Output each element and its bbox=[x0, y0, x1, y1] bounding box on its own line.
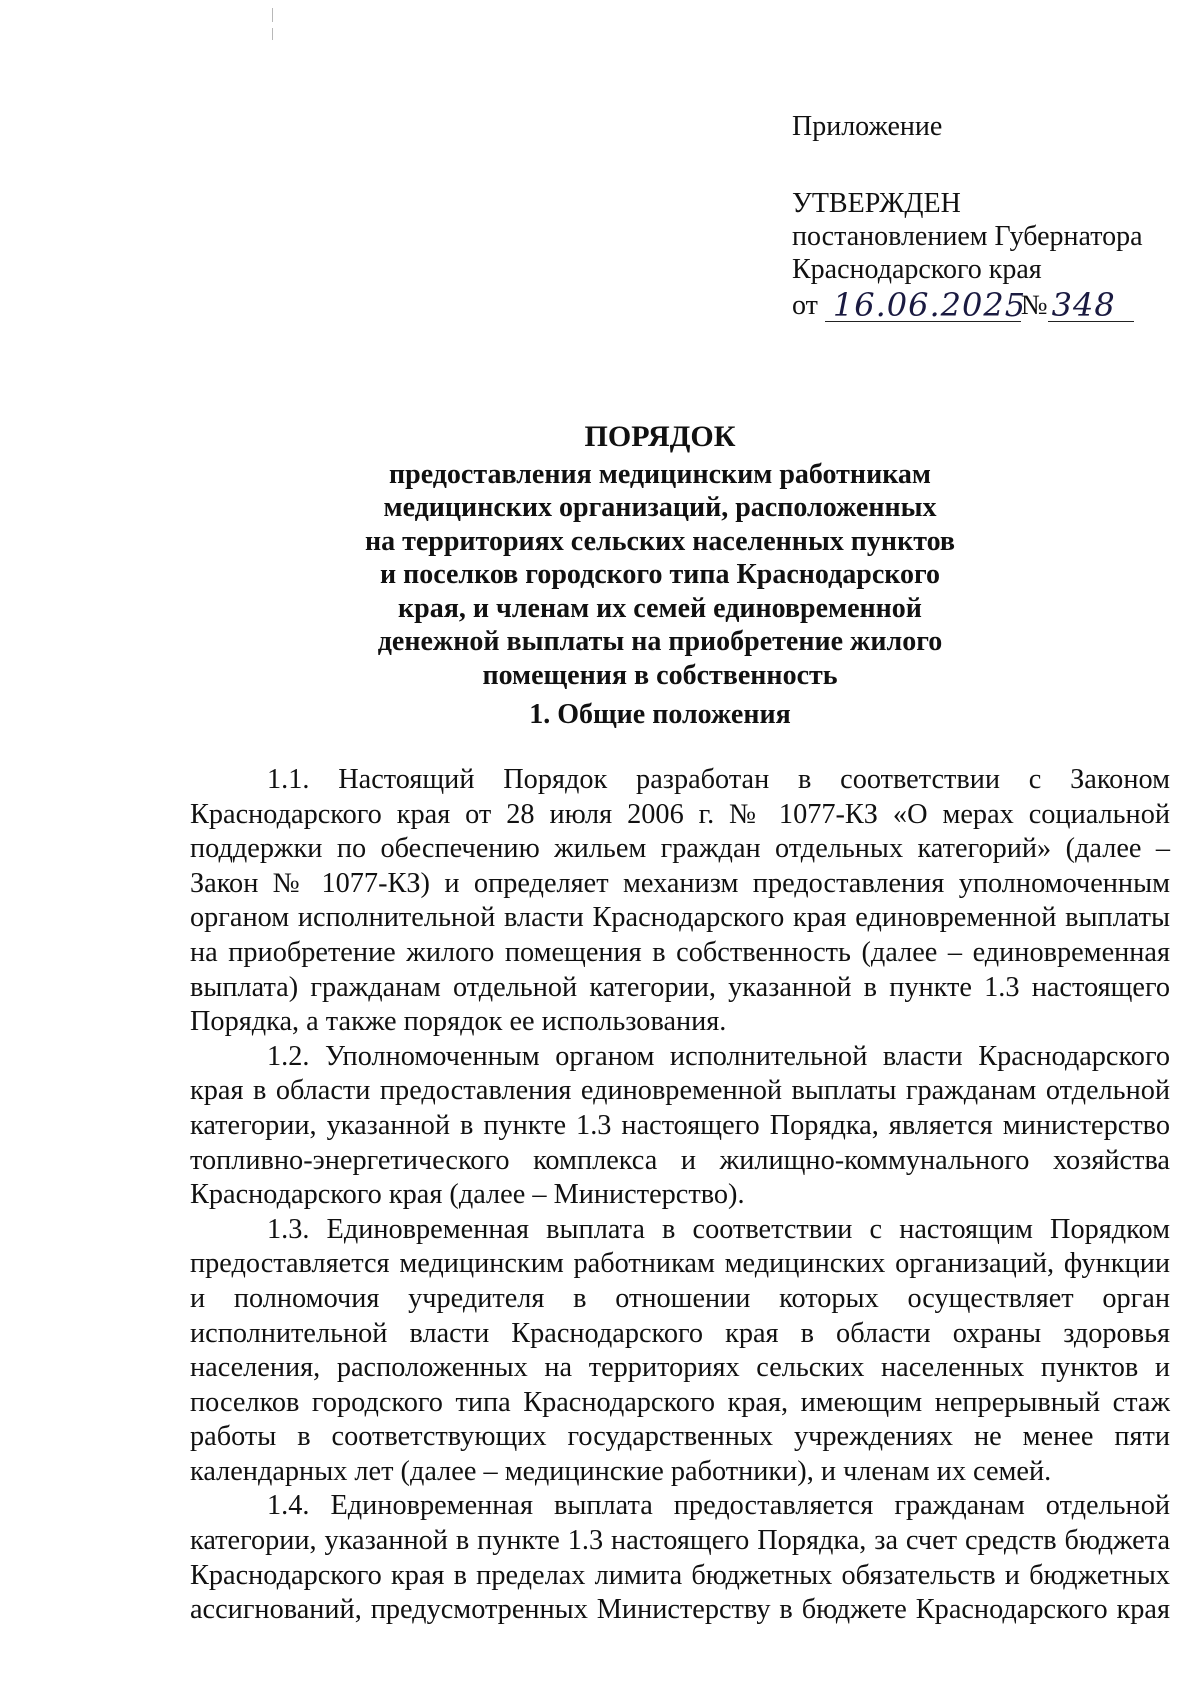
appendix-label: Приложение bbox=[792, 111, 943, 142]
scan-artifact bbox=[272, 28, 273, 40]
paragraph-line: календарных лет (далее – медицинские работники), и членам их семей. bbox=[190, 1455, 1052, 1487]
paragraph-line: 1.3. Единовременная выплата в соответствии с настоящим Порядком bbox=[267, 1213, 1170, 1245]
paragraph-line: исполнительной власти Краснодарского края в области охраны здоровья bbox=[190, 1317, 1170, 1349]
approved-label: УТВЕРЖДЕН bbox=[792, 188, 961, 219]
title-line: медицинских организаций, расположенных bbox=[383, 492, 937, 523]
paragraph-line: Краснодарского края (далее – Министерство). bbox=[190, 1179, 745, 1211]
paragraph-line: Краснодарского края от 28 июля 2006 г. № 1077-КЗ «О мерах социальной bbox=[190, 798, 1170, 830]
paragraph-line: предоставляется медицинским работникам медицинских организаций, функции bbox=[190, 1248, 1170, 1280]
paragraph-line: поселков городского типа Краснодарского края, имеющим непрерывный стаж bbox=[190, 1386, 1170, 1418]
paragraph-line: категории, указанной в пункте 1.3 настоящего Порядка, является министерство bbox=[190, 1109, 1170, 1141]
title-line: денежной выплаты на приобретение жилого bbox=[377, 626, 943, 657]
title-line: помещения в собственность bbox=[482, 659, 838, 691]
body-text bbox=[190, 763, 1170, 1628]
paragraph-line: 1.1. Настоящий Порядок разработан в соответствии с Законом bbox=[267, 764, 1170, 795]
document-title bbox=[300, 420, 1020, 692]
paragraph-line: на приобретение жилого помещения в собственность (далее – единовременная bbox=[190, 936, 1170, 968]
paragraph-line: Порядка, а также порядок ее использования. bbox=[190, 1006, 727, 1038]
handwritten-date: 16.06.2025 bbox=[832, 286, 1027, 324]
title-main: ПОРЯДОК bbox=[584, 420, 736, 453]
date-field bbox=[825, 286, 1027, 324]
number-prefix: № bbox=[1020, 290, 1048, 321]
approved-by-line-1: постановлением Губернатора bbox=[792, 221, 1143, 252]
approval-block bbox=[792, 110, 1143, 322]
number-field bbox=[1048, 288, 1134, 322]
paragraph-line: населения, расположенных на территориях сельских населенных пунктов и bbox=[190, 1352, 1170, 1384]
paragraph-line: 1.4. Единовременная выплата предоставляется гражданам отдельной bbox=[267, 1490, 1170, 1522]
paragraph-line: топливно-энергетического комплекса и жилищно-коммунального хозяйства bbox=[190, 1144, 1170, 1176]
scan-artifact bbox=[272, 8, 273, 22]
title-line: на территориях сельских населенных пунктов bbox=[364, 525, 956, 557]
section-heading: 1. Общие положения bbox=[529, 699, 791, 730]
date-number-line bbox=[792, 288, 1143, 322]
title-line: предоставления медицинским работникам bbox=[389, 458, 931, 490]
paragraph-1-1 bbox=[190, 763, 1170, 1040]
handwritten-number: 348 bbox=[1051, 286, 1116, 324]
paragraph-line: поддержки по обеспечению жильем граждан отдельных категорий» (далее – bbox=[190, 833, 1170, 865]
paragraph-line: 1.2. Уполномоченным органом исполнительной власти Краснодарского bbox=[267, 1040, 1170, 1072]
paragraph-line: выплата) гражданам отдельной категории, указанной в пункте 1.3 настоящего bbox=[190, 971, 1170, 1003]
paragraph-line: Закон № 1077-КЗ) и определяет механизм предоставления уполномоченным bbox=[190, 867, 1170, 899]
paragraph-1-4 bbox=[190, 1489, 1170, 1627]
paragraph-1-2 bbox=[190, 1040, 1170, 1213]
paragraph-1-3 bbox=[190, 1213, 1170, 1490]
paragraph-line: категории, указанной в пункте 1.3 настоящего Порядка, за счет средств бюджета bbox=[190, 1525, 1170, 1557]
date-prefix: от bbox=[792, 290, 818, 321]
approved-by-line-2: Краснодарского края bbox=[792, 254, 1042, 285]
paragraph-line: Краснодарского края в пределах лимита бюджетных обязательств и бюджетных bbox=[190, 1559, 1170, 1591]
title-line: края, и членам их семей единовременной bbox=[398, 592, 922, 624]
paragraph-line: и полномочия учредителя в отношении которых осуществляет орган bbox=[190, 1282, 1170, 1314]
paragraph-line: ассигнований, предусмотренных Министерству в бюджете Краснодарского края bbox=[190, 1594, 1170, 1626]
title-line: и поселков городского типа Краснодарского bbox=[379, 559, 941, 590]
paragraph-line: органом исполнительной власти Краснодарского края единовременной выплаты bbox=[190, 902, 1170, 934]
paragraph-line: края в области предоставления единовременной выплаты гражданам отдельной bbox=[190, 1075, 1170, 1107]
paragraph-line: работы в соответствующих государственных учреждениях не менее пяти bbox=[190, 1421, 1170, 1453]
